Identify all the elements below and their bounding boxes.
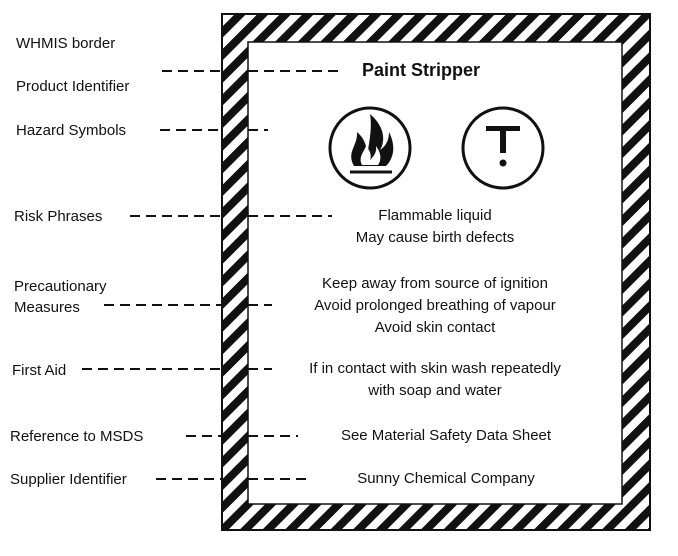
risk-phrases-block <box>268 205 602 249</box>
label-precautionary-line2: Measures <box>14 299 80 316</box>
supplier-name: Sunny Chemical Company <box>357 470 535 487</box>
first-aid-line-1: If in contact with skin wash repeatedly <box>309 360 561 377</box>
flame-icon <box>330 108 410 188</box>
label-reference-msds: Reference to MSDS <box>10 428 144 445</box>
label-product-identifier: Product Identifier <box>16 78 130 95</box>
precaution-line-2: Avoid prolonged breathing of vapour <box>314 297 556 314</box>
label-supplier-identifier: Supplier Identifier <box>10 471 127 488</box>
label-first-aid: First Aid <box>12 362 67 379</box>
precaution-line-3: Avoid skin contact <box>374 319 496 336</box>
precaution-line-1: Keep away from source of ignition <box>322 275 548 292</box>
label-whmis-border: WHMIS border <box>16 35 116 52</box>
first-aid-block <box>268 358 602 402</box>
risk-line-1: Flammable liquid <box>378 207 492 224</box>
label-precautionary-measures <box>14 276 107 318</box>
precautions-block <box>268 273 602 339</box>
first-aid-line-2: with soap and water <box>368 382 502 399</box>
label-risk-phrases: Risk Phrases <box>14 208 103 225</box>
t-exclamation-icon <box>463 108 543 188</box>
msds-reference: See Material Safety Data Sheet <box>340 427 552 444</box>
label-precautionary-line1: Precautionary <box>14 278 107 295</box>
label-hazard-symbols: Hazard Symbols <box>16 122 127 139</box>
product-name: Paint Stripper <box>362 60 481 80</box>
risk-line-2: May cause birth defects <box>355 229 515 246</box>
